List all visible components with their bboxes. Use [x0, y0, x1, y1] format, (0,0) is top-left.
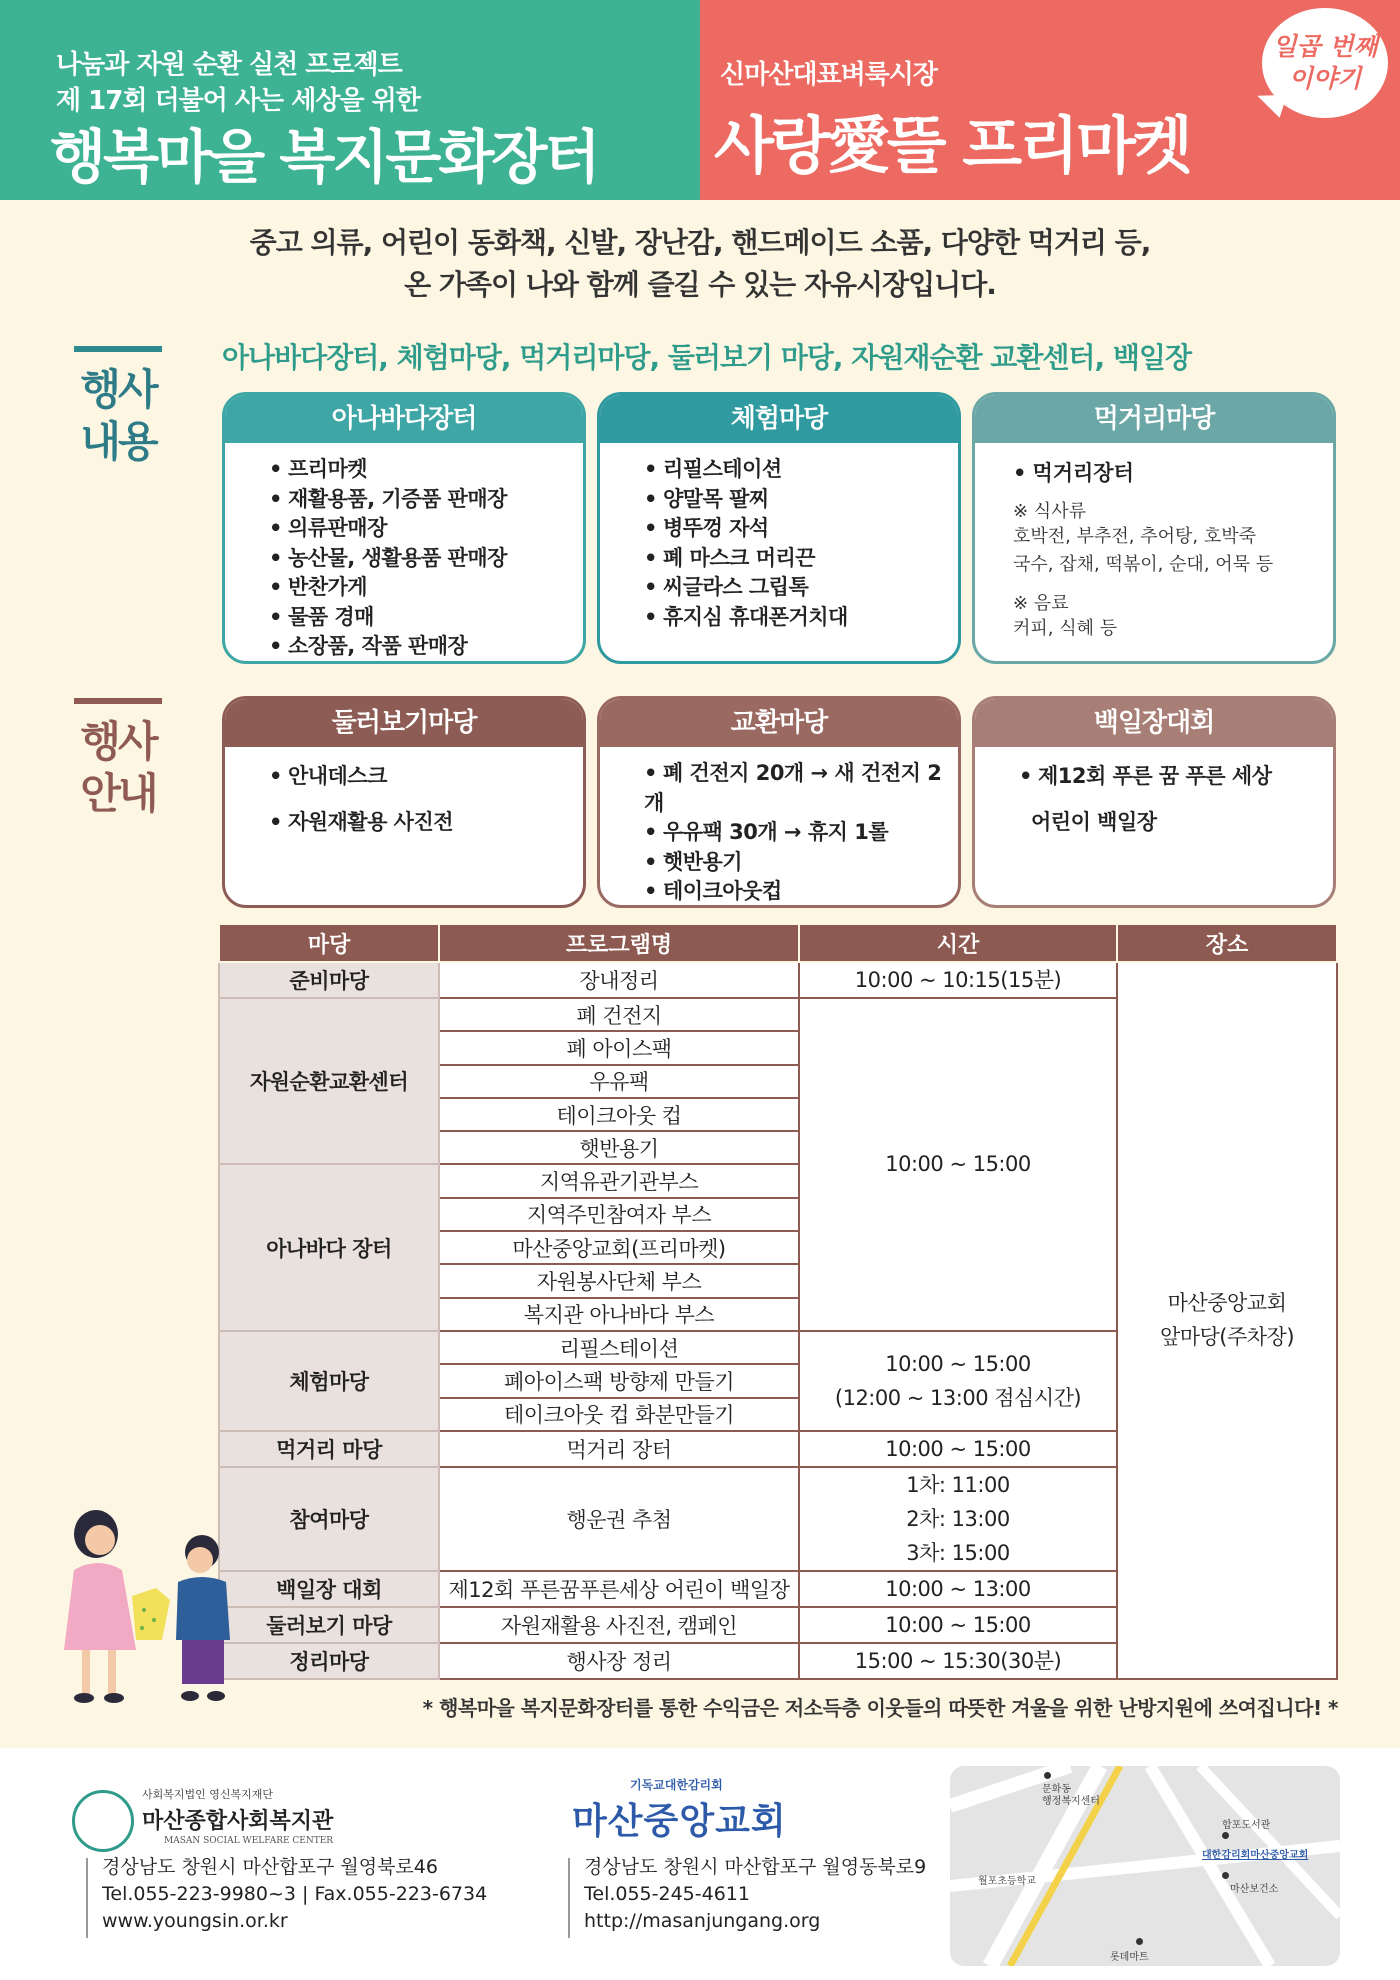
map-roads	[950, 1766, 1340, 1966]
box-title: 체험마당	[600, 395, 958, 443]
food-note-meals: ※ 식사류	[1013, 501, 1086, 522]
madang-cell: 참여마당	[219, 1467, 439, 1571]
bubble-line-2: 이야기	[1288, 64, 1362, 93]
list-item: • 우유팩 30개 → 휴지 1롤	[644, 818, 958, 848]
program-cell: 폐아이스팩 방향제 만들기	[439, 1364, 799, 1397]
section-label-guide	[74, 698, 162, 820]
bubble-line-1: 일곱 번째	[1272, 31, 1378, 61]
list-item: • 햇반용기	[644, 848, 958, 878]
section-label-text	[74, 716, 162, 820]
welfare-center-name: 마산종합사회복지관	[142, 1809, 334, 1834]
table-header-row	[219, 924, 1337, 962]
header-project-line: 나눔과 자원 순환 실천 프로젝트	[56, 50, 402, 80]
map-label: 합포도서관	[1222, 1820, 1271, 1831]
header-edition-line: 제 17회 더불어 사는 세상을 위한	[56, 86, 420, 116]
section-label-line-2: 내용	[80, 417, 156, 466]
section-label-line-2: 안내	[80, 769, 156, 818]
map-label: 월포초등학교	[978, 1876, 1036, 1887]
divider	[86, 1858, 88, 1938]
header-market-subtitle: 신마산대표벼룩시장	[720, 60, 938, 90]
box-anabada-market	[222, 392, 586, 664]
program-cell: 지역유관기관부스	[439, 1164, 799, 1197]
box-title: 둘러보기마당	[225, 699, 583, 747]
footer	[0, 1748, 1400, 1980]
box-item-list	[975, 747, 1333, 845]
place-cell	[1117, 962, 1337, 1679]
list-item-text: 어린이 백일장	[1031, 810, 1157, 834]
section-label-bar	[74, 698, 162, 704]
map-label-church: 대한감리회마산중앙교회	[1202, 1850, 1309, 1861]
map-label: 마산보건소	[1230, 1884, 1279, 1895]
program-cell: 제12회 푸른꿈푸른세상 어린이 백일장	[439, 1571, 799, 1607]
program-cell: 우유팩	[439, 1065, 799, 1098]
welfare-center-website[interactable]: www.youngsin.or.kr	[102, 1910, 288, 1932]
program-cell: 폐 아이스팩	[439, 1031, 799, 1064]
section-label-bar	[74, 346, 162, 352]
location-map	[950, 1766, 1340, 1966]
box-exchange	[597, 696, 961, 908]
proceeds-note: * 행복마을 복지문화장터를 통한 수익금은 저소득층 이웃들의 따뜻한 겨울을 위한 난방지원에 쓰여집니다! *	[422, 1696, 1338, 1720]
time-line-1: 10:00 ~ 15:00	[885, 1351, 1031, 1376]
map-label: 롯데마트	[1110, 1952, 1149, 1963]
program-cell: 먹거리 장터	[439, 1431, 799, 1467]
list-item: • 재활용품, 기증품 판매장	[269, 485, 583, 515]
intro-text	[0, 222, 1400, 306]
church-contact	[584, 1854, 926, 1935]
time-cell: 10:00 ~ 13:00	[799, 1571, 1117, 1607]
box-item-list	[600, 747, 958, 907]
place-line-2: 앞마당(주차장)	[1159, 1325, 1295, 1350]
box-food	[972, 392, 1336, 664]
time-cell: 15:00 ~ 15:30(30분)	[799, 1643, 1117, 1679]
time-cell	[799, 1331, 1117, 1431]
welfare-center-phone: Tel.055-223-9980~3 | Fax.055-223-6734	[102, 1883, 488, 1905]
program-cell: 테이크아웃 컵	[439, 1098, 799, 1131]
time-line-3: 3차: 15:00	[906, 1540, 1010, 1565]
list-item: • 제12회 푸른 꿈 푸른 세상	[1019, 753, 1333, 799]
welfare-foundation-name: 사회복지법인 영신복지재단	[142, 1788, 274, 1801]
food-details	[975, 443, 1333, 643]
church-address: 경상남도 창원시 마산합포구 월영동북로9	[584, 1856, 927, 1878]
intro-line-1: 중고 의류, 어린이 동화책, 신발, 장난감, 핸드메이드 소품, 다양한 먹거리 등,	[249, 226, 1151, 259]
list-item: • 씨글라스 그립톡	[644, 573, 958, 603]
section-label-content	[74, 346, 162, 468]
table-header-cell: 시간	[799, 924, 1117, 962]
header-left-panel	[0, 0, 700, 200]
program-cell: 복지관 아나바다 부스	[439, 1298, 799, 1331]
food-head: • 먹거리장터	[1013, 457, 1333, 487]
time-line-2: (12:00 ~ 13:00 점심시간)	[834, 1385, 1082, 1410]
list-item: • 양말목 팔찌	[644, 485, 958, 515]
section-label-line-1: 행사	[80, 717, 156, 766]
church-website[interactable]: http://masanjungang.org	[584, 1910, 821, 1932]
food-note-drinks: ※ 음료	[1013, 593, 1069, 614]
time-cell: 10:00 ~ 10:15(15분)	[799, 962, 1117, 998]
table-header-cell: 장소	[1117, 924, 1337, 962]
program-cell: 장내정리	[439, 962, 799, 998]
speech-bubble	[1262, 8, 1388, 118]
program-cell: 리필스테이션	[439, 1331, 799, 1364]
madang-cell: 백일장 대회	[219, 1571, 439, 1607]
church-name: 마산중앙교회	[572, 1801, 787, 1842]
map-marker-icon	[1136, 1938, 1143, 1945]
program-cell: 자원봉사단체 부스	[439, 1264, 799, 1297]
program-cell: 마산중앙교회(프리마켓)	[439, 1231, 799, 1264]
program-cell: 햇반용기	[439, 1131, 799, 1164]
list-item: • 의류판매장	[269, 514, 583, 544]
table-header-cell: 마당	[219, 924, 439, 962]
list-item: • 병뚜껑 자석	[644, 514, 958, 544]
list-item: • 휴지심 휴대폰거치대	[644, 603, 958, 633]
map-marker-icon	[1222, 1832, 1229, 1839]
time-cell: 10:00 ~ 15:00	[799, 1431, 1117, 1467]
children-illustration	[44, 1500, 254, 1710]
program-cell: 행운권 추첨	[439, 1467, 799, 1571]
list-item: • 리필스테이션	[644, 455, 958, 485]
box-title: 먹거리마당	[975, 395, 1333, 443]
welfare-center-address: 경상남도 창원시 마산합포구 월영북로46	[102, 1856, 438, 1878]
food-meals-1: 호박전, 부추전, 추어탕, 호박죽	[1013, 526, 1256, 547]
list-item: • 물품 경매	[269, 603, 583, 633]
list-item: • 농산물, 생활용품 판매장	[269, 544, 583, 574]
time-cell	[799, 1467, 1117, 1571]
program-cell: 자원재활용 사진전, 캠페인	[439, 1607, 799, 1643]
list-item-continued	[1019, 799, 1333, 845]
table-header-cell: 프로그램명	[439, 924, 799, 962]
madang-cell: 둘러보기 마당	[219, 1607, 439, 1643]
header-right-panel	[700, 0, 1400, 200]
list-item: • 프리마켓	[269, 455, 583, 485]
box-title: 백일장대회	[975, 699, 1333, 747]
section-label-text	[74, 364, 162, 468]
madang-cell: 체험마당	[219, 1331, 439, 1431]
madang-cell: 자원순환교환센터	[219, 998, 439, 1164]
event-categories: 아나바다장터, 체험마당, 먹거리마당, 둘러보기 마당, 자원재순환 교환센터, 백일장	[222, 341, 1192, 374]
food-meals-2: 국수, 잡채, 떡볶이, 순대, 어묵 등	[1013, 554, 1274, 575]
box-item-list	[600, 443, 958, 632]
map-label: 문화동	[1042, 1784, 1071, 1795]
section-label-line-1: 행사	[80, 365, 156, 414]
box-item-list	[225, 443, 583, 662]
welfare-center-eng-name: MASAN SOCIAL WELFARE CENTER	[164, 1836, 334, 1846]
time-cell: 10:00 ~ 15:00	[799, 1607, 1117, 1643]
list-item: • 테이크아웃컵	[644, 877, 958, 907]
time-line-1: 1차: 11:00	[906, 1472, 1010, 1497]
map-label: 행정복지센터	[1042, 1796, 1100, 1807]
madang-cell: 먹거리 마당	[219, 1431, 439, 1467]
program-cell: 폐 건전지	[439, 998, 799, 1031]
box-writing-contest	[972, 696, 1336, 908]
church-phone: Tel.055-245-4611	[584, 1883, 750, 1905]
list-item: • 자원재활용 사진전	[269, 799, 583, 845]
food-drinks: 커피, 식혜 등	[1013, 618, 1118, 639]
schedule-table	[218, 923, 1338, 1680]
place-line-1: 마산중앙교회	[1167, 1291, 1287, 1316]
box-browsing	[222, 696, 586, 908]
madang-cell: 정리마당	[219, 1643, 439, 1679]
map-marker-icon	[1222, 1872, 1229, 1879]
program-cell: 행사장 정리	[439, 1643, 799, 1679]
church-logo	[572, 1776, 787, 1844]
list-item: • 폐 건전지 20개 → 새 건전지 2개	[644, 759, 958, 818]
box-title: 아나바다장터	[225, 395, 583, 443]
table-row	[219, 962, 1337, 998]
time-line-2: 2차: 13:00	[906, 1506, 1010, 1531]
box-experience	[597, 392, 961, 664]
church-denomination: 기독교대한감리회	[630, 1778, 723, 1792]
welfare-center-mark-icon	[72, 1790, 134, 1852]
divider	[568, 1858, 570, 1938]
welfare-center-contact	[102, 1854, 487, 1935]
list-item: • 소장품, 작품 판매장	[269, 632, 583, 662]
program-cell: 테이크아웃 컵 화분만들기	[439, 1398, 799, 1431]
header-main-title: 행복마을 복지문화장터	[50, 123, 598, 191]
madang-cell: 아나바다 장터	[219, 1164, 439, 1330]
list-item: • 반찬가게	[269, 573, 583, 603]
list-item: • 폐 마스크 머리끈	[644, 544, 958, 574]
intro-line-2: 온 가족이 나와 함께 즐길 수 있는 자유시장입니다.	[404, 268, 996, 301]
list-item: • 안내데스크	[269, 753, 583, 799]
header-market-title: 사랑愛뜰 프리마켓	[714, 109, 1190, 182]
time-cell: 10:00 ~ 15:00	[799, 998, 1117, 1331]
madang-cell: 준비마당	[219, 962, 439, 998]
map-marker-icon	[1044, 1772, 1051, 1779]
box-item-list	[225, 747, 583, 845]
program-cell: 지역주민참여자 부스	[439, 1198, 799, 1231]
box-title: 교환마당	[600, 699, 958, 747]
